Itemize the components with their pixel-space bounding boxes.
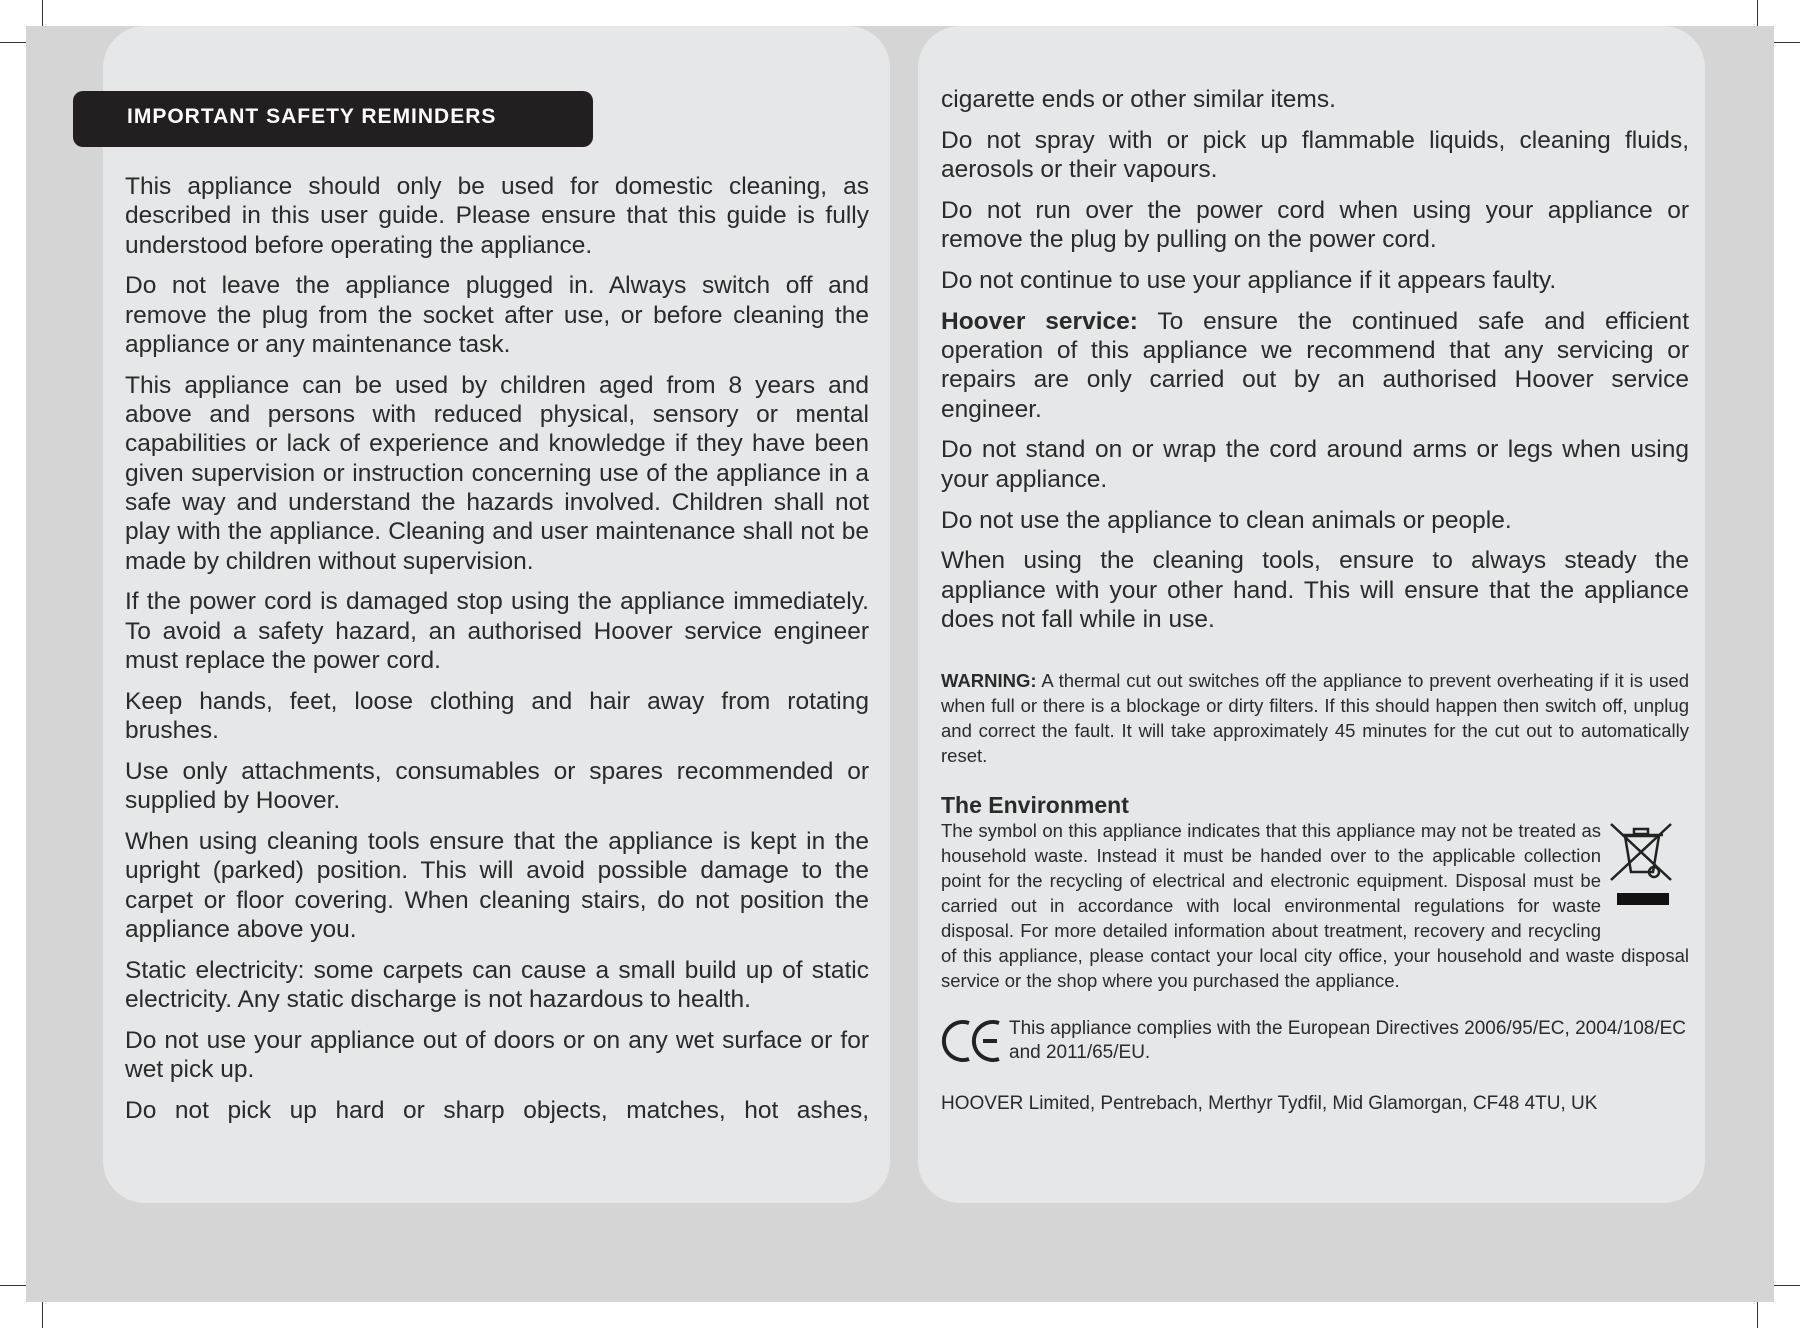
paragraph: cigarette ends or other similar items. [941,86,1336,113]
paragraph: Do not use your appliance out of doors or on any wet surface or for wet pick up. [125,1026,869,1084]
paragraph: Do not leave the appliance plugged in. Always switch off and remove the plug from the socket after use, or before cleaning the appliance or any maintenance task. [125,272,869,358]
paragraph: Do not continue to use your appliance if it appears faulty. [941,266,1557,294]
paragraph: Do not spray with or pick up flammable liquids, cleaning fluids, aerosols or their vapours. [941,126,1689,184]
paragraph: Do not run over the power cord when using your appliance or remove the plug by pulling on the power cord. [941,196,1689,254]
paragraph: Static electricity: some carpets can cause a small build up of static electricity. Any static discharge is not hazardous to health. [125,956,869,1013]
safety-reminders-left [125,172,869,1137]
paragraph: Do not stand on or wrap the cord around arms or legs when using your appliance. [941,436,1689,493]
environment-heading: The Environment [941,792,1129,819]
safety-reminders-right [941,85,1689,1130]
crop-mark [42,1302,43,1328]
ce-mark-icon [941,1017,1005,1065]
crop-mark [0,1285,26,1286]
environment-text: The symbol on this appliance indicates that this appliance may not be treated as household waste. Instead it must be handed over to the applicable collection point for the recycling of electrical and electronic equipment. Disposal must be carried out in accordance with local environmental regulations for waste disposal. For more detailed information about treatment, recovery and recycling of this appliance, please contact your local city office, your household and waste disposal service or the shop where you purchased the appliance. [941,820,1689,992]
paragraph: Use only attachments, consumables or spares recommended or supplied by Hoover. [125,757,869,815]
paragraph: Do not pick up hard or sharp objects, matches, hot ashes, [125,1096,869,1124]
paragraph: This appliance can be used by children aged from 8 years and above and persons with reduced physical, sensory or mental capabilities or lack of experience and knowledge if they have been given supervision or instruction concerning use of the appliance in a safe way and understand the hazards involved. Children shall not play with the appliance. Cleaning and user maintenance shall not be made by children without supervision. [125,371,869,575]
crop-mark [1774,42,1800,43]
paragraph: If the power cord is damaged stop using the appliance immediately. To avoid a safety hazard, an authorised Hoover service engineer must replace the power cord. [125,588,869,674]
ce-compliance [941,1017,1689,1065]
crop-mark [1774,1285,1800,1286]
crop-mark [1757,0,1758,26]
environment-section [941,818,1689,993]
crop-mark [0,42,26,43]
paragraph: Keep hands, feet, loose clothing and hair away from rotating brushes. [125,687,869,745]
paragraph: When using cleaning tools ensure that the appliance is kept in the upright (parked) position. This will avoid possible damage to the carpet or floor covering. When cleaning stairs, do not position the appliance above you. [125,827,869,943]
warning-text: A thermal cut out switches off the appliance to prevent overheating if it is used when full or there is a blockage or dirty filters. If this should happen then switch off, unplug and correct the fault. It will take approximately 45 minutes for the cut out to automatically reset. [941,670,1689,767]
service-label: Hoover service: [941,307,1138,335]
crop-mark [42,0,43,26]
manufacturer-address: HOOVER Limited, Pentrebach, Merthyr Tydfil, Mid Glamorgan, CF48 4TU, UK [941,1093,1598,1115]
warning-label: WARNING: [941,670,1037,692]
ce-text: This appliance complies with the European Directives 2006/95/EC, 2004/108/EC and 2011/65/EU. [1009,1018,1686,1064]
paragraph: When using the cleaning tools, ensure to always steady the appliance with your other hand. This will ensure that the appliance does not fall while in use. [941,547,1689,633]
service-text: To ensure the continued safe and efficient operation of this appliance we recommend that any servicing or repairs are only carried out by an authorised Hoover service engineer. [941,307,1689,423]
crop-mark [1757,1302,1758,1328]
paragraph: This appliance should only be used for domestic cleaning, as described in this user guide. Please ensure that this guide is fully understood before operating the appliance. [125,173,869,259]
service-paragraph [941,307,1689,424]
warning-paragraph [941,668,1689,768]
weee-bin-icon [1609,818,1689,918]
paragraph: Do not use the appliance to clean animals or people. [941,506,1512,534]
section-header: IMPORTANT SAFETY REMINDERS [73,91,593,147]
